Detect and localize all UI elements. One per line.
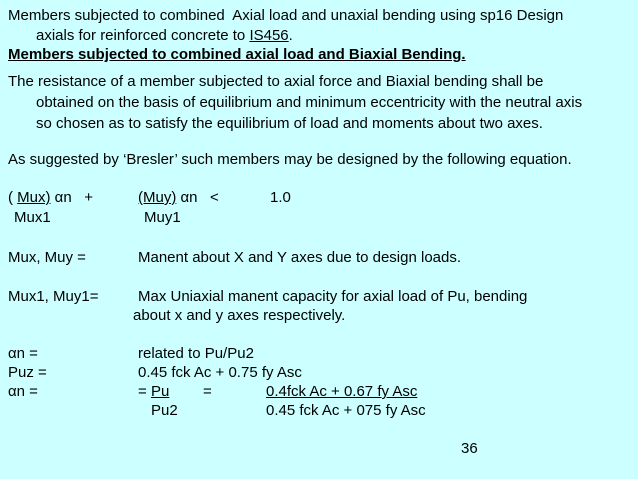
paragraph-1-line-1: The resistance of a member subjected to axial force and Biaxial bending shall be [8,73,544,90]
header-line-2 [36,27,293,45]
header-line-2-suffix: . [288,27,293,44]
page-number: 36 [461,440,478,457]
alpha-eq-numerator: 0.4fck Ac + 0.67 fy Asc [266,383,418,400]
def-term-mux: Mux, Muy = [8,249,86,266]
header-line-2-prefix: axials for reinforced concrete to [36,27,250,44]
alpha-eq-term: αn = [8,383,38,400]
equation-term-y [138,189,219,207]
alpha-eq-equals-2: = [203,383,212,400]
def-desc-mux1-line-2: about x and y axes respectively. [133,307,346,324]
alpha-eq-equals: = [138,383,151,400]
equation-paren: ( [8,189,18,206]
def-desc-mux: Manent about X and Y axes due to design loads. [138,249,462,266]
paragraph-1-line-2: obtained on the basis of equilibrium and minimum eccentricity with the neutral axis [36,94,583,111]
def-desc-alpha: related to Pu/Pu2 [138,345,254,362]
equation-alpha-1: αn + [50,189,93,206]
def-term-mux1: Mux1, Muy1= [8,288,99,305]
equation-mux1: Mux1 [14,209,51,226]
def-term-puz: Puz = [8,364,47,381]
equation-muy: (Muy) [138,189,177,206]
alpha-eq-pu2: Pu2 [151,402,178,419]
section-title: Members subjected to combined axial load and Biaxial Bending. [8,46,466,63]
def-term-alpha: αn = [8,345,38,362]
alpha-eq-denominator: 0.45 fck Ac + 075 fy Asc [266,402,426,419]
header-line-1: Members subjected to combined Axial load and unaxial bending using sp16 Design [8,7,564,24]
def-desc-puz: 0.45 fck Ac + 0.75 fy Asc [138,364,302,381]
paragraph-1-line-3: so chosen as to satisfy the equilibrium of load and moments about two axes. [36,115,543,132]
equation-muy1: Muy1 [144,209,181,226]
standard-reference: IS456 [249,27,289,44]
equation-alpha-2: αn < [176,189,219,206]
alpha-eq-lhs [138,383,169,401]
equation-rhs: 1.0 [270,189,291,206]
equation-mux: Mux) [17,189,51,206]
equation-term-x [8,189,93,207]
alpha-eq-pu: Pu [150,383,170,400]
def-desc-mux1-line-1: Max Uniaxial manent capacity for axial load of Pu, bending [138,288,528,305]
paragraph-2: As suggested by ‘Bresler’ such members may be designed by the following equation. [8,151,572,168]
